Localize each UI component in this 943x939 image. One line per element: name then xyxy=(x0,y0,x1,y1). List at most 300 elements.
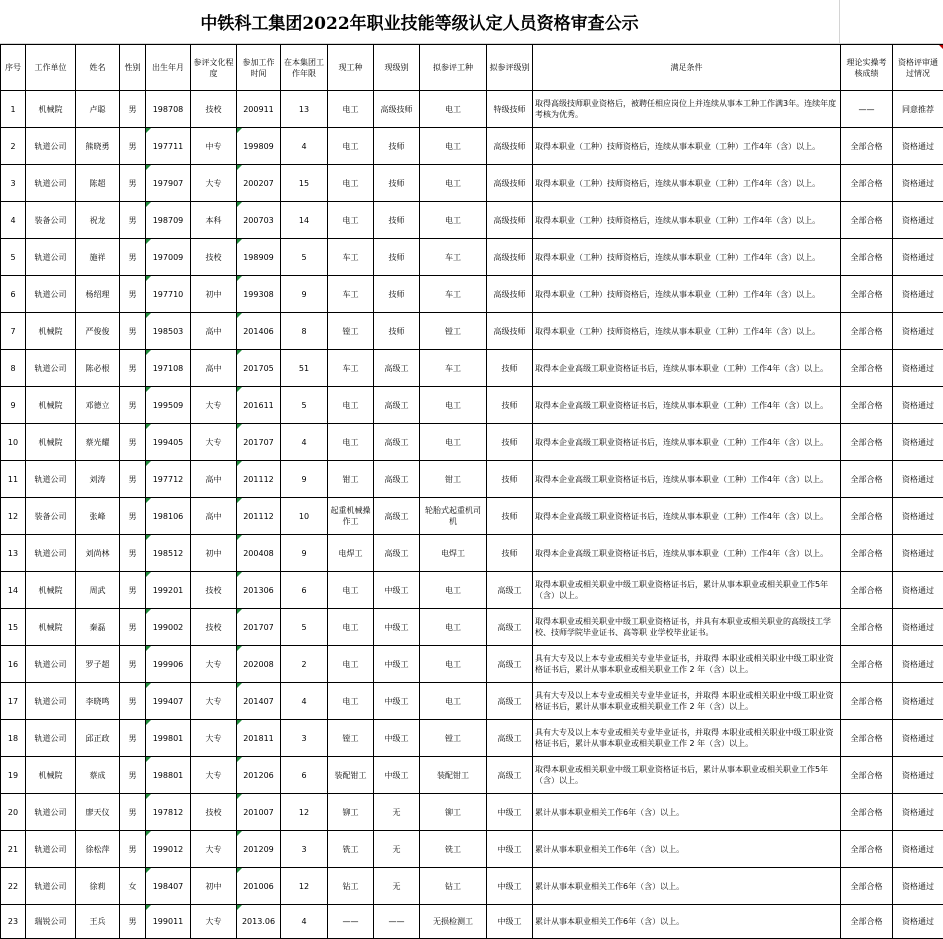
table-cell: 取得本企业高级工职业资格证书后，连续从事本职业（工种）工作4年（含）以上。 xyxy=(533,350,841,387)
table-cell: 技师 xyxy=(487,387,533,424)
table-cell: 全部合格 xyxy=(841,683,893,720)
table-cell: 本科 xyxy=(191,202,237,239)
table-cell: 机械院 xyxy=(26,572,76,609)
table-cell: 取得本职业（工种）技师资格后，连续从事本职业（工种）工作4年（含）以上。 xyxy=(533,276,841,313)
table-row xyxy=(1,831,943,868)
table-cell: 轨道公司 xyxy=(26,683,76,720)
table-cell: 资格通过 xyxy=(893,757,943,794)
table-cell: 高级技师 xyxy=(487,202,533,239)
table-cell: 197812 xyxy=(146,794,191,831)
table-cell: 14 xyxy=(281,202,328,239)
table-row xyxy=(1,387,943,424)
table-row xyxy=(1,276,943,313)
column-header: 资格评审通过情况 xyxy=(893,45,943,91)
table-cell: 电工 xyxy=(328,165,374,202)
table-cell: 熊晓勇 xyxy=(76,128,120,165)
table-cell: 钳工 xyxy=(420,461,487,498)
table-cell: 12 xyxy=(1,498,26,535)
table-cell: 9 xyxy=(1,387,26,424)
table-cell: 严俊俊 xyxy=(76,313,120,350)
table-cell: 高级工 xyxy=(374,387,420,424)
table-cell: 198512 xyxy=(146,535,191,572)
table-cell: 施祥 xyxy=(76,239,120,276)
table-cell: 4 xyxy=(281,424,328,461)
column-header: 工作单位 xyxy=(26,45,76,91)
table-row xyxy=(1,239,943,276)
table-cell: 技师 xyxy=(487,535,533,572)
table-cell: 中级工 xyxy=(374,646,420,683)
table-cell: 王兵 xyxy=(76,905,120,939)
table-cell: 张峰 xyxy=(76,498,120,535)
table-cell: 全部合格 xyxy=(841,794,893,831)
table-cell: 男 xyxy=(120,313,146,350)
table-cell: 10 xyxy=(1,424,26,461)
table-cell: 4 xyxy=(281,905,328,939)
table-cell: 资格通过 xyxy=(893,831,943,868)
table-cell: 中级工 xyxy=(487,905,533,939)
table-cell: 电工 xyxy=(420,202,487,239)
table-cell: 全部合格 xyxy=(841,831,893,868)
table-cell: 资格通过 xyxy=(893,683,943,720)
table-cell: 资格通过 xyxy=(893,646,943,683)
table-cell: 197907 xyxy=(146,165,191,202)
table-cell: 电焊工 xyxy=(420,535,487,572)
table-cell: 卢聪 xyxy=(76,91,120,128)
table-cell: 中级工 xyxy=(487,794,533,831)
table-cell: 1 xyxy=(1,91,26,128)
table-cell: 装备公司 xyxy=(26,498,76,535)
table-cell: 取得本职业（工种）技师资格后，连续从事本职业（工种）工作4年（含）以上。 xyxy=(533,128,841,165)
table-cell: 22 xyxy=(1,868,26,905)
table-cell: 电工 xyxy=(420,91,487,128)
table-cell: 祝龙 xyxy=(76,202,120,239)
table-cell: 198909 xyxy=(237,239,281,276)
table-cell: 高级技师 xyxy=(487,313,533,350)
table-cell: 电工 xyxy=(420,128,487,165)
table-cell: 具有大专及以上本专业或相关专业毕业证书，并取得 本职业或相关职业中级工职业资格证书后，累计从事本职业或相关职业工作 2 年（含）以上。 xyxy=(533,646,841,683)
table-cell: —— xyxy=(841,91,893,128)
table-cell: 200703 xyxy=(237,202,281,239)
table-cell: 机械院 xyxy=(26,609,76,646)
table-cell: 199809 xyxy=(237,128,281,165)
table-cell: 13 xyxy=(281,91,328,128)
table-cell: 蔡成 xyxy=(76,757,120,794)
table-cell: 资格通过 xyxy=(893,461,943,498)
table-cell: 邱正政 xyxy=(76,720,120,757)
table-cell: 技校 xyxy=(191,572,237,609)
table-cell: 电工 xyxy=(328,91,374,128)
table-row xyxy=(1,424,943,461)
table-cell: 电工 xyxy=(420,609,487,646)
table-cell: 铆工 xyxy=(328,794,374,831)
page-title: 中铁科工集团2022年职业技能等级认定人员资格审查公示 xyxy=(0,0,840,44)
table-cell: 3 xyxy=(281,831,328,868)
table-cell: 电工 xyxy=(328,128,374,165)
table-cell: 轨道公司 xyxy=(26,165,76,202)
table-cell: 铣工 xyxy=(420,831,487,868)
table-row xyxy=(1,461,943,498)
table-cell: 电工 xyxy=(328,683,374,720)
table-cell: 具有大专及以上本专业或相关专业毕业证书，并取得 本职业或相关职业中级工职业资格证书后，累计从事本职业或相关职业工作 2 年（含）以上。 xyxy=(533,683,841,720)
table-cell: 起重机械操作工 xyxy=(328,498,374,535)
table-cell: 全部合格 xyxy=(841,128,893,165)
table-row xyxy=(1,905,943,939)
table-cell: 装配钳工 xyxy=(420,757,487,794)
table-row xyxy=(1,128,943,165)
table-cell: 198106 xyxy=(146,498,191,535)
table-cell: 男 xyxy=(120,646,146,683)
table-cell: 大专 xyxy=(191,424,237,461)
table-cell: 资格通过 xyxy=(893,202,943,239)
table-cell: 电工 xyxy=(328,572,374,609)
table-cell: 机械院 xyxy=(26,424,76,461)
table-cell: 资格通过 xyxy=(893,498,943,535)
table-cell: 机械院 xyxy=(26,387,76,424)
table-cell: 202008 xyxy=(237,646,281,683)
table-cell: 201705 xyxy=(237,350,281,387)
table-cell: 电工 xyxy=(420,683,487,720)
table-cell: 装配钳工 xyxy=(328,757,374,794)
table-cell: 电工 xyxy=(420,572,487,609)
column-header: 拟参评工种 xyxy=(420,45,487,91)
table-cell: 6 xyxy=(281,572,328,609)
table-cell: 51 xyxy=(281,350,328,387)
table-cell: 取得本职业或相关职业中级工职业资格证书后，累计从事本职业或相关职业工作5年（含）以上。 xyxy=(533,572,841,609)
table-cell: 资格通过 xyxy=(893,239,943,276)
table-cell: 高中 xyxy=(191,350,237,387)
table-cell: 197711 xyxy=(146,128,191,165)
table-cell: 机械院 xyxy=(26,91,76,128)
table-cell: 累计从事本职业相关工作6年（含）以上。 xyxy=(533,868,841,905)
table-cell: 技师 xyxy=(374,128,420,165)
table-cell: 中级工 xyxy=(374,757,420,794)
table-cell: 199002 xyxy=(146,609,191,646)
table-cell: 车工 xyxy=(328,350,374,387)
table-cell: 取得本职业或相关职业中级工职业资格证书，并具有本职业或相关职业的高级技工学校、技师学院毕业证书、高等职 业学校毕业证书。 xyxy=(533,609,841,646)
table-cell: 20 xyxy=(1,794,26,831)
table-cell: 大专 xyxy=(191,646,237,683)
table-cell: 12 xyxy=(281,794,328,831)
table-cell: 8 xyxy=(1,350,26,387)
table-cell: 取得高级技师职业资格后，被聘任相应岗位上并连续从事本工种工作满3年。连续年度考核为优秀。 xyxy=(533,91,841,128)
table-cell: 197108 xyxy=(146,350,191,387)
column-header: 在本集团工作年限 xyxy=(281,45,328,91)
table-cell: 中级工 xyxy=(487,831,533,868)
table-row xyxy=(1,350,943,387)
table-cell: 机械院 xyxy=(26,313,76,350)
table-cell: 全部合格 xyxy=(841,498,893,535)
table-cell: 男 xyxy=(120,609,146,646)
table-cell: 高级工 xyxy=(487,757,533,794)
table-cell: 198708 xyxy=(146,91,191,128)
column-header: 姓名 xyxy=(76,45,120,91)
table-cell: 电焊工 xyxy=(328,535,374,572)
table-cell: 男 xyxy=(120,387,146,424)
table-cell: 电工 xyxy=(328,424,374,461)
table-cell: 技校 xyxy=(191,609,237,646)
table-cell: 男 xyxy=(120,498,146,535)
table-cell: 轮胎式起重机司机 xyxy=(420,498,487,535)
table-cell: 杨绍理 xyxy=(76,276,120,313)
table-cell: 男 xyxy=(120,683,146,720)
table-cell: 取得本企业高级工职业资格证书后，连续从事本职业（工种）工作4年（含）以上。 xyxy=(533,424,841,461)
table-cell: 201112 xyxy=(237,461,281,498)
table-cell: 电工 xyxy=(420,387,487,424)
table-cell: 大专 xyxy=(191,387,237,424)
table-cell: 201306 xyxy=(237,572,281,609)
table-cell: 陈超 xyxy=(76,165,120,202)
table-cell: 钳工 xyxy=(328,461,374,498)
table-cell: 高级工 xyxy=(374,350,420,387)
table-cell: 轨道公司 xyxy=(26,128,76,165)
table-cell: 199509 xyxy=(146,387,191,424)
table-cell: 周武 xyxy=(76,572,120,609)
table-cell: 累计从事本职业相关工作6年（含）以上。 xyxy=(533,905,841,939)
table-cell: 无 xyxy=(374,831,420,868)
table-cell: 201811 xyxy=(237,720,281,757)
table-cell: 中级工 xyxy=(374,609,420,646)
column-header: 性别 xyxy=(120,45,146,91)
table-cell: 6 xyxy=(1,276,26,313)
table-cell: 车工 xyxy=(328,239,374,276)
table-cell: 电工 xyxy=(328,387,374,424)
table-cell: 199405 xyxy=(146,424,191,461)
candidate-table xyxy=(0,44,943,939)
table-cell: 199906 xyxy=(146,646,191,683)
table-cell: 技师 xyxy=(374,202,420,239)
table-cell: —— xyxy=(374,905,420,939)
table-cell: 初中 xyxy=(191,276,237,313)
table-cell: 大专 xyxy=(191,757,237,794)
table-cell: 10 xyxy=(281,498,328,535)
table-cell: 201209 xyxy=(237,831,281,868)
table-cell: 2 xyxy=(281,646,328,683)
table-cell: 轨道公司 xyxy=(26,276,76,313)
table-cell: 取得本企业高级工职业资格证书后，连续从事本职业（工种）工作4年（含）以上。 xyxy=(533,498,841,535)
table-cell: 200911 xyxy=(237,91,281,128)
table-cell: 12 xyxy=(281,868,328,905)
table-cell: 全部合格 xyxy=(841,165,893,202)
table-cell: 201407 xyxy=(237,683,281,720)
table-cell: 高级技师 xyxy=(487,239,533,276)
table-cell: 男 xyxy=(120,757,146,794)
table-cell: 无 xyxy=(374,794,420,831)
table-cell: 5 xyxy=(281,387,328,424)
table-cell: 轨道公司 xyxy=(26,461,76,498)
column-header: 拟参评级别 xyxy=(487,45,533,91)
table-cell: 技师 xyxy=(374,239,420,276)
table-cell: 男 xyxy=(120,794,146,831)
table-cell: 无损检测工 xyxy=(420,905,487,939)
table-row xyxy=(1,572,943,609)
table-cell: 男 xyxy=(120,202,146,239)
table-cell: 9 xyxy=(281,461,328,498)
table-row xyxy=(1,165,943,202)
table-cell: 电工 xyxy=(328,202,374,239)
table-cell: 资格通过 xyxy=(893,128,943,165)
table-cell: 铆工 xyxy=(420,794,487,831)
table-cell: 资格通过 xyxy=(893,424,943,461)
table-cell: 全部合格 xyxy=(841,609,893,646)
table-cell: 全部合格 xyxy=(841,757,893,794)
table-cell: 取得本职业或相关职业中级工职业资格证书后，累计从事本职业或相关职业工作5年（含）以上。 xyxy=(533,757,841,794)
title-blank-cell xyxy=(840,0,943,44)
table-cell: 全部合格 xyxy=(841,905,893,939)
table-cell: 同意推荐 xyxy=(893,91,943,128)
table-cell: 大专 xyxy=(191,831,237,868)
table-cell: 资格通过 xyxy=(893,276,943,313)
table-cell: 14 xyxy=(1,572,26,609)
table-cell: 199801 xyxy=(146,720,191,757)
table-cell: 17 xyxy=(1,683,26,720)
table-cell: 电工 xyxy=(420,424,487,461)
table-cell: 初中 xyxy=(191,868,237,905)
table-cell: 19 xyxy=(1,757,26,794)
table-cell: 高级技师 xyxy=(487,165,533,202)
column-header: 出生年月 xyxy=(146,45,191,91)
header-row xyxy=(1,45,943,91)
table-cell: 男 xyxy=(120,905,146,939)
table-cell: 高中 xyxy=(191,461,237,498)
table-row xyxy=(1,683,943,720)
table-cell: 女 xyxy=(120,868,146,905)
table-cell: 11 xyxy=(1,461,26,498)
table-cell: 陈必根 xyxy=(76,350,120,387)
table-cell: 取得本职业（工种）技师资格后，连续从事本职业（工种）工作4年（含）以上。 xyxy=(533,313,841,350)
table-cell: 男 xyxy=(120,350,146,387)
column-header: 理论实操考核成绩 xyxy=(841,45,893,91)
table-cell: 取得本职业（工种）技师资格后，连续从事本职业（工种）工作4年（含）以上。 xyxy=(533,202,841,239)
table-row xyxy=(1,535,943,572)
table-cell: 男 xyxy=(120,91,146,128)
column-header: 满足条件 xyxy=(533,45,841,91)
table-row xyxy=(1,794,943,831)
table-cell: 2 xyxy=(1,128,26,165)
table-cell: 轨道公司 xyxy=(26,720,76,757)
table-cell: 取得本职业（工种）技师资格后，连续从事本职业（工种）工作4年（含）以上。 xyxy=(533,165,841,202)
table-cell: 201007 xyxy=(237,794,281,831)
table-cell: 大专 xyxy=(191,720,237,757)
table-cell: 技师 xyxy=(374,165,420,202)
table-cell: 徐莉 xyxy=(76,868,120,905)
table-row xyxy=(1,720,943,757)
table-cell: 具有大专及以上本专业或相关专业毕业证书，并取得 本职业或相关职业中级工职业资格证书后，累计从事本职业或相关职业工作 2 年（含）以上。 xyxy=(533,720,841,757)
table-cell: 23 xyxy=(1,905,26,939)
table-cell: 男 xyxy=(120,831,146,868)
table-cell: 技师 xyxy=(487,350,533,387)
table-cell: 技师 xyxy=(374,276,420,313)
table-cell: 15 xyxy=(1,609,26,646)
table-cell: 201112 xyxy=(237,498,281,535)
table-cell: 高级工 xyxy=(487,572,533,609)
table-cell: 高级技师 xyxy=(487,128,533,165)
table-cell: 全部合格 xyxy=(841,868,893,905)
table-cell: 累计从事本职业相关工作6年（含）以上。 xyxy=(533,831,841,868)
table-cell: 资格通过 xyxy=(893,313,943,350)
table-cell: 201006 xyxy=(237,868,281,905)
table-cell: 高级工 xyxy=(374,498,420,535)
column-header: 现级别 xyxy=(374,45,420,91)
table-cell: 特级技师 xyxy=(487,91,533,128)
table-cell: 技师 xyxy=(487,461,533,498)
table-cell: 199308 xyxy=(237,276,281,313)
table-cell: 大专 xyxy=(191,683,237,720)
table-cell: 201206 xyxy=(237,757,281,794)
table-cell: 全部合格 xyxy=(841,646,893,683)
table-cell: 轨道公司 xyxy=(26,535,76,572)
table-cell: 资格通过 xyxy=(893,794,943,831)
table-cell: 13 xyxy=(1,535,26,572)
table-cell: 取得本企业高级工职业资格证书后，连续从事本职业（工种）工作4年（含）以上。 xyxy=(533,535,841,572)
table-cell: 中专 xyxy=(191,128,237,165)
table-cell: 轨道公司 xyxy=(26,868,76,905)
table-cell: 取得本企业高级工职业资格证书后，连续从事本职业（工种）工作4年（含）以上。 xyxy=(533,387,841,424)
table-cell: 装备公司 xyxy=(26,202,76,239)
table-cell: 全部合格 xyxy=(841,535,893,572)
table-row xyxy=(1,609,943,646)
table-cell: 4 xyxy=(281,128,328,165)
table-cell: 技校 xyxy=(191,794,237,831)
table-cell: 罗子超 xyxy=(76,646,120,683)
table-cell: 高中 xyxy=(191,313,237,350)
table-cell: 男 xyxy=(120,572,146,609)
table-cell: 蔡光耀 xyxy=(76,424,120,461)
table-cell: 201707 xyxy=(237,424,281,461)
table-cell: 高级技师 xyxy=(487,276,533,313)
table-cell: 李晓鸣 xyxy=(76,683,120,720)
table-cell: 大专 xyxy=(191,165,237,202)
table-cell: 技校 xyxy=(191,239,237,276)
table-cell: 199201 xyxy=(146,572,191,609)
table-cell: 197712 xyxy=(146,461,191,498)
table-cell: 镗工 xyxy=(420,313,487,350)
table-cell: 全部合格 xyxy=(841,387,893,424)
table-cell: 资格通过 xyxy=(893,609,943,646)
table-cell: 无 xyxy=(374,868,420,905)
table-cell: 198801 xyxy=(146,757,191,794)
table-cell: 18 xyxy=(1,720,26,757)
table-cell: 资格通过 xyxy=(893,165,943,202)
table-cell: 197009 xyxy=(146,239,191,276)
table-cell: 5 xyxy=(281,239,328,276)
table-body xyxy=(1,91,943,939)
table-cell: 瑞锐公司 xyxy=(26,905,76,939)
table-cell: 197710 xyxy=(146,276,191,313)
table-cell: 男 xyxy=(120,128,146,165)
table-cell: 镗工 xyxy=(420,720,487,757)
table-cell: 镗工 xyxy=(328,720,374,757)
table-cell: 取得本企业高级工职业资格证书后，连续从事本职业（工种）工作4年（含）以上。 xyxy=(533,461,841,498)
table-cell: 中级工 xyxy=(374,720,420,757)
table-cell: 4 xyxy=(281,683,328,720)
table-cell: 高级工 xyxy=(487,646,533,683)
table-cell: 刘涛 xyxy=(76,461,120,498)
table-cell: 中级工 xyxy=(374,572,420,609)
table-cell: 男 xyxy=(120,239,146,276)
table-cell: 徐松萍 xyxy=(76,831,120,868)
table-cell: 轨道公司 xyxy=(26,646,76,683)
table-cell: 9 xyxy=(281,535,328,572)
table-cell: 资格通过 xyxy=(893,572,943,609)
table-cell: 9 xyxy=(281,276,328,313)
table-row xyxy=(1,646,943,683)
table-cell: 全部合格 xyxy=(841,350,893,387)
table-cell: 大专 xyxy=(191,905,237,939)
column-header: 现工种 xyxy=(328,45,374,91)
table-cell: 电工 xyxy=(420,646,487,683)
table-row xyxy=(1,868,943,905)
table-cell: 轨道公司 xyxy=(26,239,76,276)
